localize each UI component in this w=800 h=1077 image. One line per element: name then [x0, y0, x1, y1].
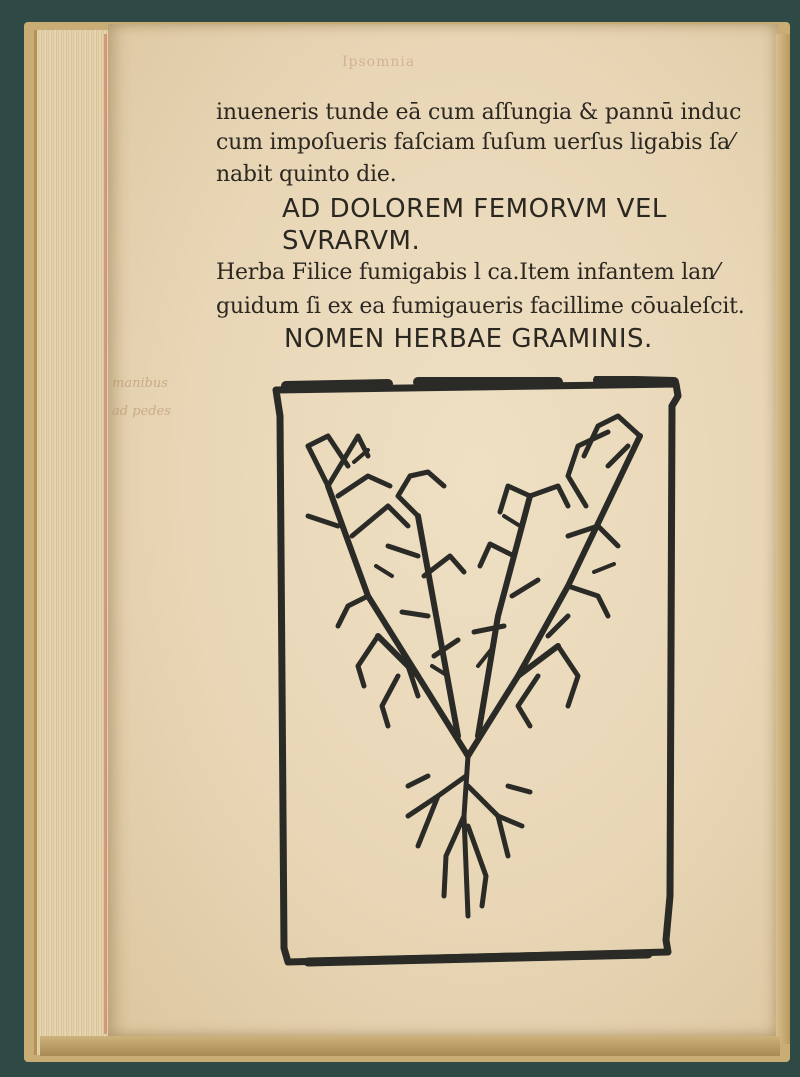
- text-line: cum impoſueris faſciam ſuſum uerſus ligabis ſa⁄: [216, 130, 734, 155]
- grass-woodcut-illustration: [268, 376, 686, 972]
- margin-note: ad pedes: [112, 404, 171, 419]
- section-heading: AD DOLOREM FEMORVM VEL: [282, 194, 667, 224]
- left-panicles: [308, 436, 464, 726]
- section-heading: NOMEN HERBAE GRAMINIS.: [284, 324, 653, 354]
- section-heading-cont: SVRARVM.: [282, 226, 421, 256]
- roots: [408, 756, 530, 916]
- binding-edge: [776, 34, 790, 1044]
- text-line: nabit quinto die.: [216, 162, 397, 187]
- red-rubric-edge: [104, 34, 107, 1034]
- text-line: inueneris tunde eā cum aſſungia & pannū induc: [216, 100, 742, 125]
- margin-note: manibus: [112, 376, 168, 391]
- bottom-edge: [40, 1036, 780, 1056]
- running-head: Ipsomnia: [342, 54, 416, 70]
- text-line: Herba Filice fumigabis l ca.Item infantem lan⁄: [216, 260, 719, 285]
- text-line: guidum ſi ex ea fumigaueris facillime cōualeſcit.: [216, 294, 745, 319]
- right-panicles: [474, 416, 640, 726]
